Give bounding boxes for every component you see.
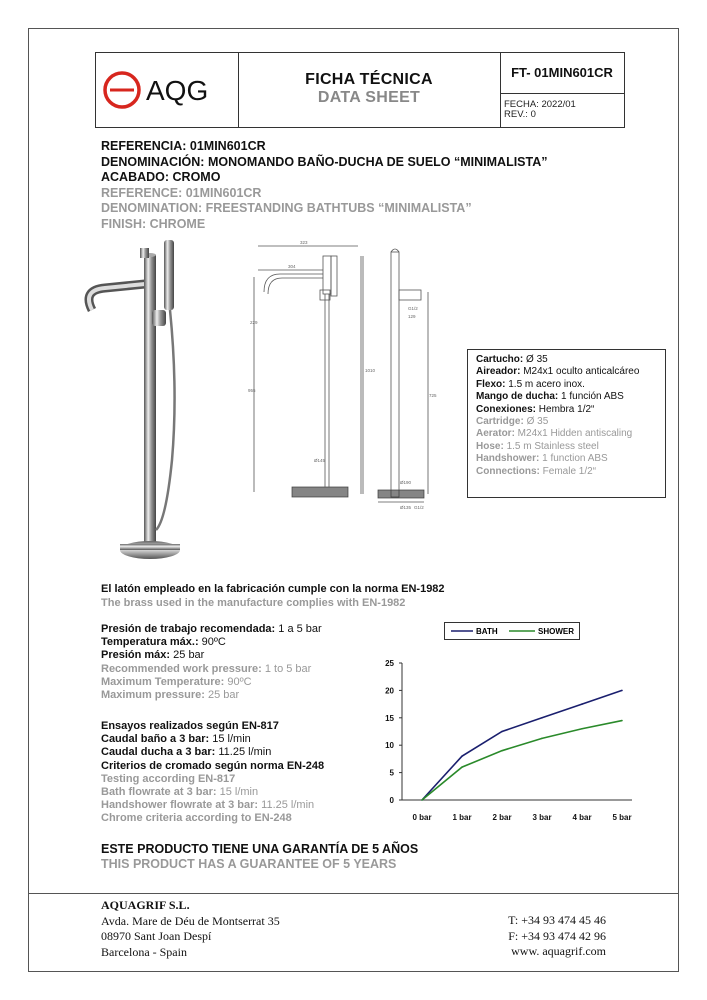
website[interactable]: www. aquagrif.com <box>511 944 606 959</box>
flow-chart <box>370 650 640 830</box>
company-info <box>101 898 280 960</box>
tests-es-2: Caudal ducha a 3 bar: 11.25 l/min <box>101 746 272 759</box>
pressure-en-2: Maximum pressure: 25 bar <box>101 689 240 702</box>
contact-info <box>508 913 606 960</box>
x-tick-label: 3 bar <box>532 813 552 822</box>
company-name: AQUAGRIF S.L. <box>101 898 190 912</box>
fax: F: +34 93 474 42 96 <box>508 928 606 943</box>
dim-11: G1/2 <box>414 505 424 510</box>
tests-en-3: Chrome criteria according to EN-248 <box>101 812 292 825</box>
y-tick-label: 5 <box>389 768 394 778</box>
guarantee-es: ESTE PRODUCTO TIENE UNA GARANTÍA DE 5 AÑOS <box>101 842 419 856</box>
guarantee-en: THIS PRODUCT HAS A GUARANTEE OF 5 YEARS <box>101 857 397 871</box>
spec-es-handshower: Mango de ducha: 1 función ABS <box>476 391 624 403</box>
data-point-shower <box>541 738 543 740</box>
x-tick-label: 4 bar <box>572 813 592 822</box>
y-tick-label: 10 <box>385 741 394 751</box>
y-tick-label: 15 <box>385 713 394 723</box>
logo <box>96 53 239 127</box>
doc-rev: REV.: 0 <box>504 109 536 120</box>
ref-en: REFERENCE: 01MIN601CR <box>101 185 262 200</box>
pressure-en-1: Maximum Temperature: 90ºC <box>101 675 252 688</box>
code-cell <box>500 53 624 127</box>
title-es: FICHA TÉCNICA <box>305 71 433 88</box>
pressure-es-0: Presión de trabajo recomendada: 1 a 5 bar <box>101 623 322 635</box>
data-point-bath <box>621 690 623 692</box>
lever <box>140 248 149 258</box>
x-tick-label: 0 bar <box>412 813 432 822</box>
dim-12: Ø145 <box>314 458 326 463</box>
data-point-shower <box>621 720 623 722</box>
address-line-2: 08970 Sant Joan Despí <box>101 929 212 944</box>
spec-en-connections: Connections: Female 1/2“ <box>476 465 597 477</box>
y-tick-label: 20 <box>385 686 394 696</box>
dim-10: Ø135 <box>400 505 412 510</box>
chart-legend <box>444 622 580 640</box>
tests-es-1: Caudal baño a 3 bar: 15 l/min <box>101 733 251 746</box>
phone: T: +34 93 474 45 46 <box>508 913 606 927</box>
title-cell <box>238 53 501 127</box>
dim-3: 229 <box>250 320 258 325</box>
data-point-shower <box>461 766 463 768</box>
brass-en: The brass used in the manufacture complies with EN-1982 <box>101 596 406 609</box>
data-point-shower <box>421 799 423 801</box>
tests-es-3: Criterios de cromado según norma EN-248 <box>101 759 325 772</box>
legend-bath-label: BATH <box>476 627 498 636</box>
tests-en-2: Handshower flowrate at 3 bar: 11.25 l/min <box>101 799 315 812</box>
doc-date: FECHA: 2022/01 <box>504 99 576 110</box>
logo-text: AQG <box>146 75 209 106</box>
header-table <box>95 52 625 128</box>
den-en: DENOMINATION: FREESTANDING BATHTUBS “MINIMALISTA” <box>101 201 472 215</box>
data-point-shower <box>501 750 503 752</box>
spec-en-handshower: Handshower: 1 function ABS <box>476 453 608 465</box>
tests-en-0: Testing according EN-817 <box>101 772 236 785</box>
dim-6: G1/2 <box>408 306 418 311</box>
tests-en-1: Bath flowrate at 3 bar: 15 l/min <box>101 786 259 799</box>
data-point-bath <box>461 755 463 757</box>
data-point-bath <box>581 703 583 705</box>
references <box>101 139 548 232</box>
technical-drawing <box>228 232 460 514</box>
tests-block <box>101 720 324 826</box>
x-tick-label: 1 bar <box>452 813 472 822</box>
column <box>144 255 156 545</box>
dim-8: 725 <box>429 393 437 398</box>
spec-es-hose: Flexo: 1.5 m acero inox. <box>476 378 585 390</box>
dim-4: 955 <box>248 388 256 393</box>
guarantee <box>101 842 418 872</box>
dim-7: 129 <box>408 314 416 319</box>
fin-es: ACABADO: CROMO <box>101 170 221 184</box>
den-es: DENOMINACIÓN: MONOMANDO BAÑO-DUCHA DE SUELO “MINIMALISTA” <box>101 154 548 169</box>
pressure-block <box>101 623 322 702</box>
ref-es: REFERENCIA: 01MIN601CR <box>101 139 266 153</box>
data-point-bath <box>541 717 543 719</box>
spec-en-aerator: Aerator: M24x1 Hidden antiscaling <box>476 428 633 440</box>
tests-es-0: Ensayos realizados según EN-817 <box>101 720 279 732</box>
dim-1: 323 <box>300 240 308 245</box>
specs-box <box>467 349 666 498</box>
x-tick-label: 5 bar <box>612 813 632 822</box>
spec-en-cartridge: Cartridge: Ø 35 <box>476 416 549 428</box>
logo-mark <box>96 53 238 127</box>
dim-2: 304 <box>288 264 296 269</box>
address-line-1: Avda. Mare de Déu de Montserrat 35 <box>101 913 280 928</box>
x-tick-label: 2 bar <box>492 813 512 822</box>
address-line-3: Barcelona - Spain <box>101 944 187 959</box>
hose <box>156 310 175 530</box>
spec-es-aerator: Aireador: M24x1 oculto anticalcáreo <box>476 366 640 378</box>
product-image <box>60 230 200 570</box>
doc-meta <box>500 94 624 120</box>
logo-bar-icon <box>110 89 134 92</box>
hand-shower-holder <box>152 310 166 326</box>
doc-code: FT- 01MIN601CR <box>500 53 624 94</box>
fin-en: FINISH: CHROME <box>101 216 206 231</box>
data-point-shower <box>581 728 583 730</box>
footer-divider <box>28 893 679 894</box>
legend-svg <box>445 623 579 639</box>
y-tick-label: 25 <box>385 659 394 668</box>
dim-5: 1010 <box>365 368 376 373</box>
data-point-bath <box>501 731 503 733</box>
title-en: DATA SHEET <box>317 89 421 106</box>
spec-es-connections: Conexiones: Hembra 1/2“ <box>476 403 595 415</box>
pressure-es-1: Temperatura máx.: 90ºC <box>101 636 226 649</box>
pressure-en-0: Recommended work pressure: 1 to 5 bar <box>101 662 312 675</box>
hand-shower <box>164 240 174 310</box>
series-line-shower <box>422 721 622 800</box>
legend-shower-label: SHOWER <box>538 627 574 636</box>
brass-es: El latón empleado en la fabricación cumple con la norma EN-1982 <box>101 583 445 595</box>
brass-note <box>101 583 445 610</box>
dim-9: Ø190 <box>400 480 412 485</box>
spec-es-cartridge: Cartucho: Ø 35 <box>476 354 548 365</box>
spec-en-hose: Hose: 1.5 m Stainless steel <box>476 440 599 452</box>
y-tick-label: 0 <box>389 796 394 805</box>
pressure-es-2: Presión máx: 25 bar <box>101 649 205 662</box>
